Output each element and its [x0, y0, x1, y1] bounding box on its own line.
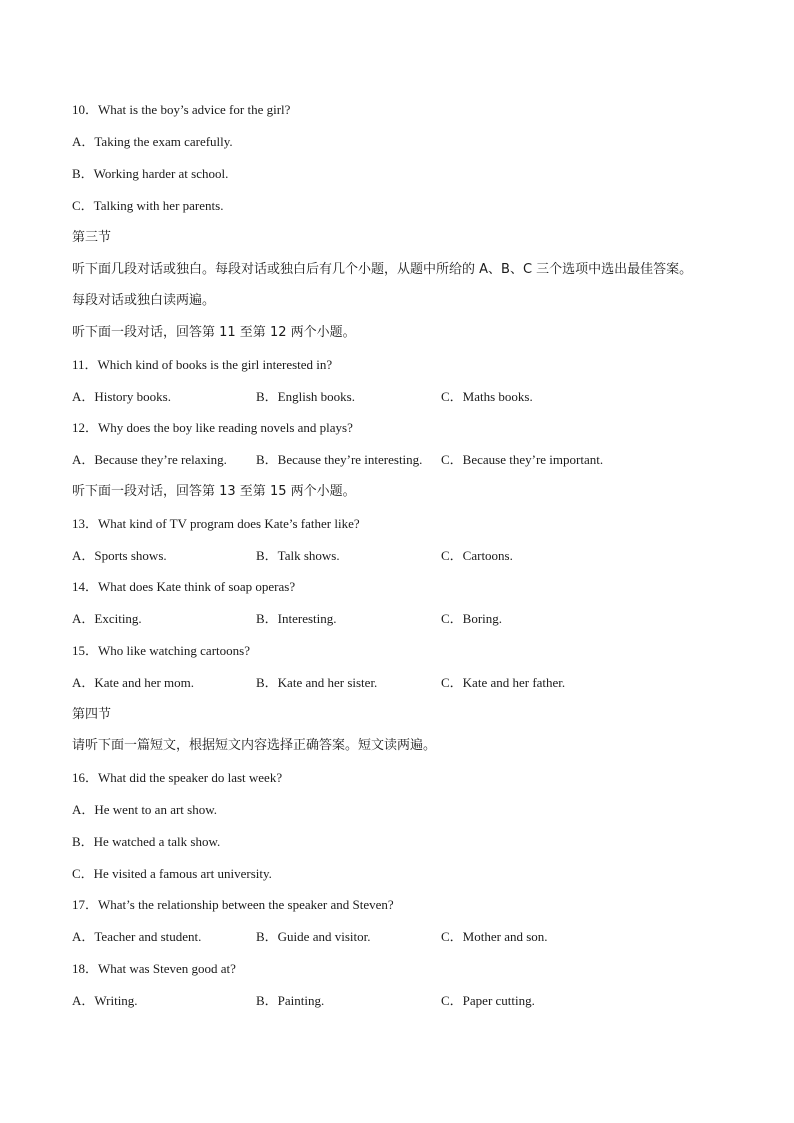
question-16: 16．What did the speaker do last week?: [72, 770, 283, 785]
question-10-option-a: A．Taking the exam carefully.: [72, 134, 233, 149]
question-17: 17．What’s the relationship between the speaker and Steven?: [72, 897, 394, 912]
question-16-option-a: A．He went to an art show.: [72, 802, 218, 817]
section-4-instruction: 请听下面一篇短文，根据短文内容选择正确答案。短文读两遍。: [72, 738, 437, 753]
question-18-option-b: B．Painting.: [256, 993, 325, 1008]
question-13-option-c: C．Cartoons.: [441, 548, 513, 563]
question-15-option-a: A．Kate and her mom.: [72, 675, 195, 690]
question-18: 18．What was Steven good at?: [72, 961, 236, 976]
question-14-option-b: B．Interesting.: [256, 611, 337, 626]
question-14-option-c: C．Boring.: [441, 611, 503, 626]
question-14-option-a: A．Exciting.: [72, 611, 142, 626]
question-10-option-b: B．Working harder at school.: [72, 166, 229, 181]
section-3-instruction-2: 每段对话或独白读两遍。: [72, 293, 216, 308]
question-12-option-c: C．Because they’re important.: [441, 452, 604, 467]
question-11-option-b: B．English books.: [256, 389, 355, 404]
question-13-option-a: A．Sports shows.: [72, 548, 167, 563]
question-14: 14．What does Kate think of soap operas?: [72, 579, 296, 594]
question-12: 12．Why does the boy like reading novels and plays?: [72, 420, 353, 435]
question-11: 11．Which kind of books is the girl interested in?: [72, 357, 333, 372]
question-12-option-b: B．Because they’re interesting.: [256, 452, 423, 467]
dialog-b-instruction: 听下面一段对话，回答第 13 至第 15 两个小题。: [72, 484, 356, 499]
question-17-option-c: C．Mother and son.: [441, 929, 548, 944]
question-16-option-b: B．He watched a talk show.: [72, 834, 221, 849]
question-13: 13．What kind of TV program does Kate’s father like?: [72, 516, 360, 531]
question-12-option-a: A．Because they’re relaxing.: [72, 452, 227, 467]
question-17-option-a: A．Teacher and student.: [72, 929, 202, 944]
question-10: 10．What is the boy’s advice for the girl?: [72, 102, 291, 117]
dialog-a-instruction: 听下面一段对话，回答第 11 至第 12 两个小题。: [72, 325, 356, 340]
question-17-option-b: B．Guide and visitor.: [256, 929, 371, 944]
section-4-heading: 第四节: [72, 707, 112, 722]
section-3-heading: 第三节: [72, 230, 112, 245]
question-18-option-c: C．Paper cutting.: [441, 993, 535, 1008]
question-11-option-c: C．Maths books.: [441, 389, 533, 404]
question-18-option-a: A．Writing.: [72, 993, 138, 1008]
question-15-option-c: C．Kate and her father.: [441, 675, 566, 690]
section-3-instruction-1: 听下面几段对话或独白。每段对话或独白后有几个小题，从题中所给的 A、B、C 三个选项中选出最佳答案。: [72, 262, 693, 277]
question-10-option-c: C．Talking with her parents.: [72, 198, 224, 213]
question-16-option-c: C．He visited a famous art university.: [72, 866, 272, 881]
question-13-option-b: B．Talk shows.: [256, 548, 340, 563]
question-15: 15．Who like watching cartoons?: [72, 643, 250, 658]
question-11-option-a: A．History books.: [72, 389, 171, 404]
question-15-option-b: B．Kate and her sister.: [256, 675, 378, 690]
